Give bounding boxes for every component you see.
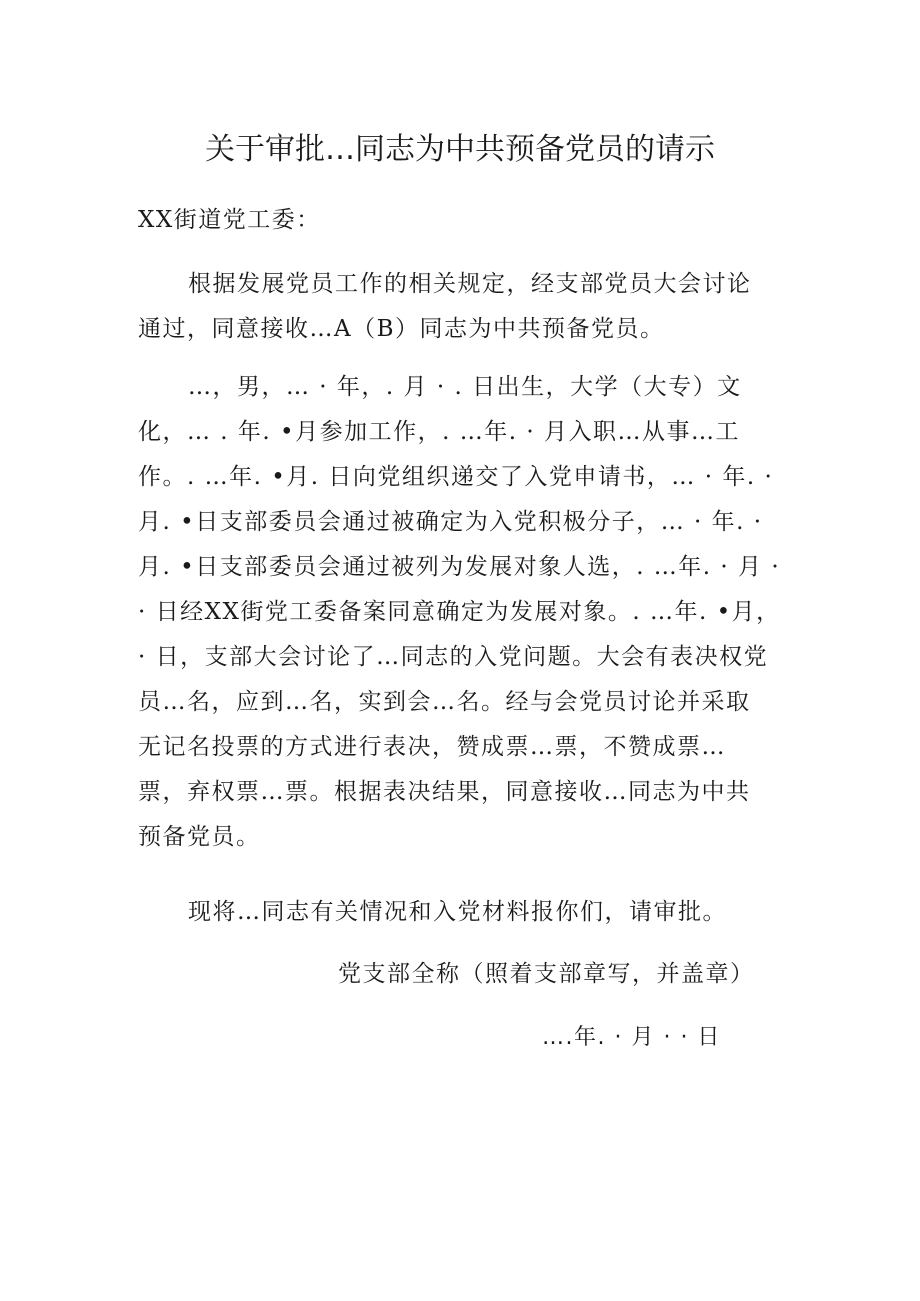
- paragraph-line: 作。. …年. •月. 日向党组织递交了入党申请书，… · 年. ·: [138, 464, 774, 490]
- paragraph-line: 月. •日支部委员会通过被确定为入党积极分子，… · 年. ·: [138, 509, 763, 535]
- paragraph-line: 根据发展党员工作的相关规定，经支部党员大会讨论: [188, 271, 752, 297]
- paragraph-line: 月. •日支部委员会通过被列为发展对象人选，. …年. · 月 ·: [138, 554, 781, 580]
- paragraph-submission: 现将…同志有关情况和入党材料报你们，请审批。: [188, 899, 727, 925]
- signature: 党支部全称（照着支部章写，并盖章）: [338, 961, 755, 987]
- paragraph-request: [138, 262, 752, 352]
- document-date: ….年. · 月 · · 日: [542, 1025, 721, 1050]
- paragraph-line: 通过，同意接收…A（B）同志为中共预备党员。: [138, 316, 665, 342]
- paragraph-line: 员…名，应到…名，实到会…名。经与会党员讨论并采取: [138, 689, 751, 715]
- document-title: 关于审批…同志为中共预备党员的请示: [205, 132, 715, 167]
- paragraph-line: …，男，… · 年，. 月 · . 日出生，大学（大专）文: [188, 374, 742, 400]
- paragraph-candidate-details: [138, 365, 781, 860]
- paragraph-line: · 日经XX街党工委备案同意确定为发展对象。. …年. •月，: [138, 599, 781, 625]
- paragraph-line: 预备党员。: [138, 824, 261, 850]
- paragraph-line: 无记名投票的方式进行表决，赞成票…票，不赞成票…: [138, 734, 726, 760]
- paragraph-line: 票，弃权票…票。根据表决结果，同意接收…同志为中共: [138, 779, 751, 805]
- salutation: XX街道党工委：: [138, 207, 321, 233]
- paragraph-line: 化，… . 年. •月参加工作，. …年. · 月入职…从事…工: [138, 419, 740, 445]
- paragraph-line: · 日，支部大会讨论了…同志的入党问题。大会有表决权党: [138, 644, 769, 670]
